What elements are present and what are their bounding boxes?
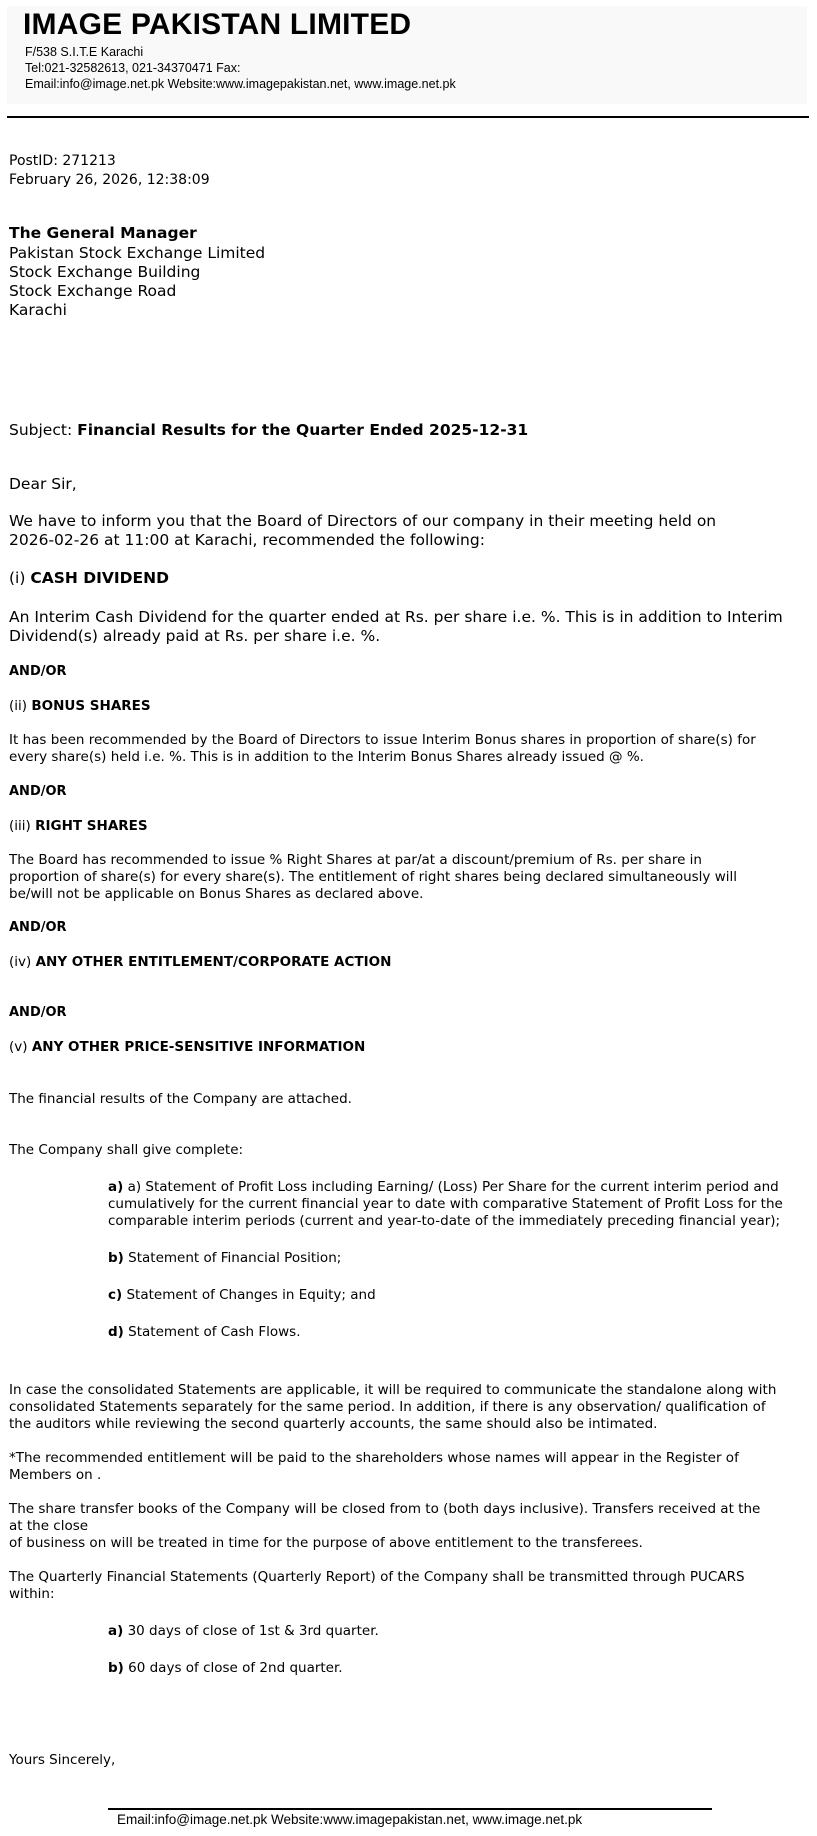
other-entitlement-heading: [9, 954, 391, 970]
subject-label: Subject:: [9, 421, 73, 439]
section-title: CASH DIVIDEND: [30, 569, 169, 587]
results-attached-text: The financial results of the Company are attached.: [9, 1091, 352, 1107]
post-id: PostID: 271213: [9, 153, 116, 169]
statement-item-c: [108, 1287, 376, 1303]
company-address: F/538 S.I.T.E Karachi: [25, 45, 144, 59]
section-title: ANY OTHER ENTITLEMENT/CORPORATE ACTION: [35, 954, 392, 970]
subject-text: Financial Results for the Quarter Ended 2025-12-31: [77, 421, 529, 439]
intro-line: We have to inform you that the Board of Directors of our company in their meeting held on: [9, 512, 717, 530]
post-datetime: February 26, 2026, 12:38:09: [9, 172, 210, 188]
recipient-line: Stock Exchange Building: [9, 263, 201, 281]
recipient-line: Stock Exchange Road: [9, 282, 177, 300]
item-label: c): [108, 1287, 123, 1303]
give-complete-text: The Company shall give complete:: [9, 1142, 244, 1158]
right-shares-text: be/will not be applicable on Bonus Shares as declared above.: [9, 886, 424, 902]
section-number: (v): [9, 1039, 28, 1055]
item-text: Statement of Financial Position;: [128, 1250, 342, 1266]
company-name: IMAGE PAKISTAN LIMITED: [23, 8, 412, 41]
salutation: Dear Sir,: [9, 475, 77, 493]
footer-divider: [108, 1808, 712, 1810]
entitlement-note: *The recommended entitlement will be paid to the shareholders whose names will appear in the Register of: [9, 1450, 739, 1466]
transfer-books-text: of business on will be treated in time for the purpose of above entitlement to the transferees.: [9, 1535, 643, 1551]
statement-item-a: [108, 1179, 779, 1195]
section-title: ANY OTHER PRICE-SENSITIVE INFORMATION: [31, 1039, 366, 1055]
section-number: (iii): [9, 818, 31, 834]
cash-dividend-heading: [9, 569, 169, 587]
subject-line: [9, 421, 528, 439]
deadline-item-a: [108, 1623, 379, 1639]
recipient-line: Pakistan Stock Exchange Limited: [9, 244, 266, 262]
statement-item-a-continued: comparable interim periods (current and year-to-date of the immediately preceding financial year);: [108, 1213, 781, 1229]
section-number: (i): [9, 569, 26, 587]
and-or-separator: AND/OR: [9, 664, 67, 679]
and-or-separator: AND/OR: [9, 920, 67, 935]
transfer-books-text: The share transfer books of the Company will be closed from to (both days inclusive). Transfers received at the: [9, 1501, 761, 1517]
item-label: a): [108, 1623, 124, 1639]
and-or-separator: AND/OR: [9, 784, 67, 799]
recipient-title: The General Manager: [9, 224, 197, 242]
statement-item-a-continued: cumulatively for the current financial year to date with comparative Statement of Profit Loss for the: [108, 1196, 783, 1212]
bonus-shares-text: It has been recommended by the Board of Directors to issue Interim Bonus shares in proportion of share(s) for: [9, 732, 756, 748]
item-text: 60 days of close of 2nd quarter.: [128, 1660, 343, 1676]
bonus-shares-heading: [9, 698, 151, 714]
statement-item-b: [108, 1250, 341, 1266]
statement-item-d: [108, 1324, 301, 1340]
entitlement-note: Members on .: [9, 1467, 102, 1483]
bonus-shares-text: every share(s) held i.e. %. This is in addition to the Interim Bonus Shares already issued @ %.: [9, 749, 644, 765]
item-label: a): [108, 1179, 124, 1195]
consolidated-text: consolidated Statements separately for the same period. In addition, if there is any observation/ qualification of: [9, 1399, 766, 1415]
item-text: a) Statement of Profit Loss including Earning/ (Loss) Per Share for the current interim period and: [127, 1179, 779, 1195]
item-label: d): [108, 1324, 124, 1340]
consolidated-text: the auditors while reviewing the second quarterly accounts, the same should also be intimated.: [9, 1416, 658, 1432]
transfer-books-text: at the close: [9, 1518, 89, 1534]
right-shares-heading: [9, 818, 148, 834]
other-price-sensitive-heading: [9, 1039, 365, 1055]
right-shares-text: proportion of share(s) for every share(s). The entitlement of right shares being declared simultaneously will: [9, 869, 737, 885]
cash-dividend-text: Dividend(s) already paid at Rs. per share i.e. %.: [9, 627, 381, 645]
item-label: b): [108, 1250, 124, 1266]
item-text: Statement of Cash Flows.: [128, 1324, 301, 1340]
and-or-separator: AND/OR: [9, 1005, 67, 1020]
section-number: (iv): [9, 954, 32, 970]
closing-text: Yours Sincerely,: [9, 1752, 116, 1768]
section-title: RIGHT SHARES: [35, 818, 148, 834]
footer-contact: Email:info@image.net.pk Website:www.imagepakistan.net, www.image.net.pk: [117, 1812, 583, 1827]
item-text: Statement of Changes in Equity; and: [126, 1287, 376, 1303]
intro-line: 2026-02-26 at 11:00 at Karachi, recommended the following:: [9, 531, 485, 549]
quarterly-report-text: within:: [9, 1586, 55, 1602]
section-number: (ii): [9, 698, 28, 714]
header-divider: [7, 116, 809, 118]
deadline-item-b: [108, 1660, 343, 1676]
consolidated-text: In case the consolidated Statements are applicable, it will be required to communicate the standalone along with: [9, 1382, 777, 1398]
cash-dividend-text: An Interim Cash Dividend for the quarter ended at Rs. per share i.e. %. This is in addition to Interim: [9, 608, 783, 626]
item-label: b): [108, 1660, 124, 1676]
recipient-line: Karachi: [9, 301, 67, 319]
right-shares-text: The Board has recommended to issue % Right Shares at par/at a discount/premium of Rs. per share in: [9, 852, 702, 868]
item-text: 30 days of close of 1st & 3rd quarter.: [127, 1623, 379, 1639]
section-title: BONUS SHARES: [31, 698, 151, 714]
quarterly-report-text: The Quarterly Financial Statements (Quarterly Report) of the Company shall be transmitted through PUCARS: [9, 1569, 745, 1585]
company-contact: Email:info@image.net.pk Website:www.imagepakistan.net, www.image.net.pk: [25, 77, 456, 91]
company-tel: Tel:021-32582613, 021-34370471 Fax:: [25, 61, 241, 75]
